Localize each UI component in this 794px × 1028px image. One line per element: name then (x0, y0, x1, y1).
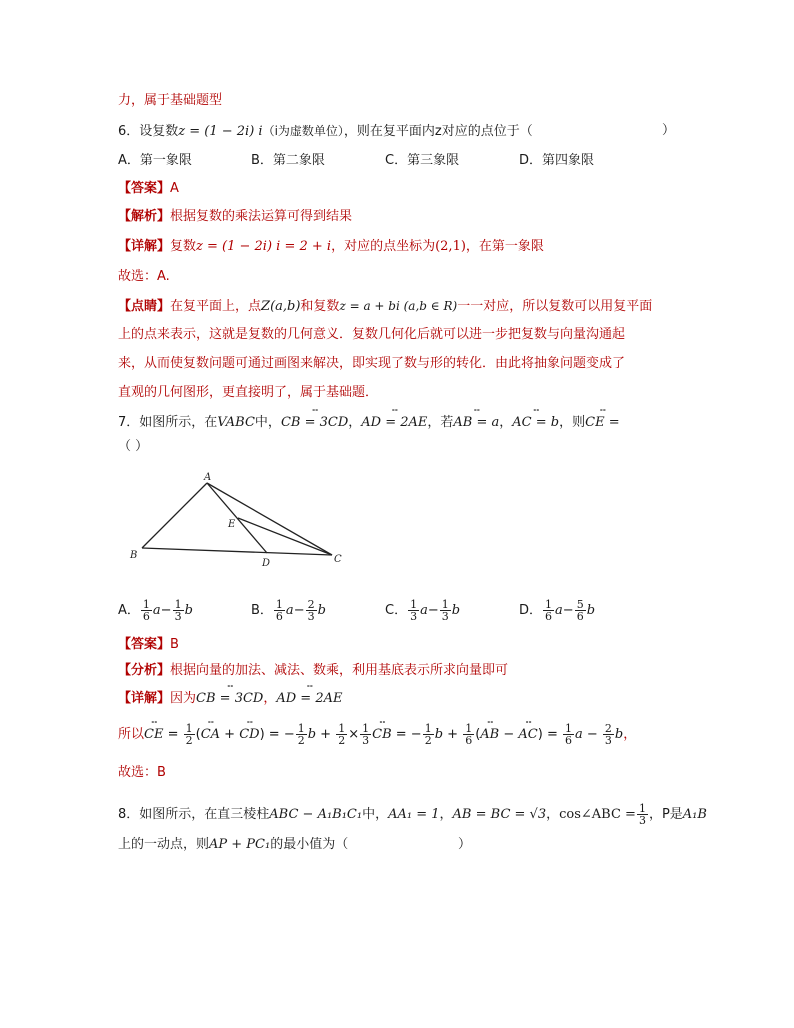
q7-answer-tag: 【答案】 (118, 637, 171, 652)
segment-ab (142, 483, 207, 548)
q6-comment-1a: 在复平面上，点 (170, 299, 262, 314)
q6-expression: z = (1 − 2i) i (178, 124, 263, 139)
q7-vector-ce: ˚˚ CE = (585, 414, 619, 432)
q7-if: ，若 (427, 415, 454, 430)
q8-stem-line-1: 8．如图所示，在直三棱柱ABC − A₁B₁C₁中，AA₁ = 1，AB = BC = √3，cos∠ABC = $\frac{1}{3}$ ，P是A₁B (118, 802, 707, 827)
q6-options (118, 152, 718, 170)
q8-aa1: AA₁ = 1 (388, 807, 440, 822)
q8-ab-bc: AB = BC = √3 (452, 807, 547, 822)
q6-option-c: C．第三象限 (385, 153, 460, 168)
q6-answer-value: A (170, 181, 179, 196)
q8-cos-denominator: 3 (638, 814, 646, 827)
q7-options (118, 596, 678, 626)
q6-comment-1e: 一一对应，所以复数可以用复平面 (457, 299, 653, 314)
q7-option-a: A． $\frac{1}{6}$ a− $\frac{1}{3}$ b (118, 598, 193, 623)
q8-sep: ， (439, 807, 453, 822)
q8-prefix: 8．如图所示，在直三棱柱 (118, 807, 270, 822)
q6-prefix: 6．设复数 (118, 124, 179, 139)
q8-line2b: 的最小值为（ (270, 837, 349, 852)
q7-mid: 中， (254, 415, 281, 430)
q7-stem: 7．如图所示，在VABC中，˚˚ CB = 3CD，˚˚ AD = 2AE，若˚˚ AB = a，˚˚ AC = b，则˚˚ CE = (118, 414, 620, 432)
q6-analysis (118, 208, 352, 226)
q6-note: （i为虚数单位） (262, 124, 344, 138)
q6-option-d: D．第四象限 (519, 153, 595, 168)
q8-close-paren: ） (458, 837, 472, 852)
q6-detail-a: 复数 (170, 239, 197, 254)
q6-detail (118, 238, 544, 256)
q6-stem (118, 122, 533, 141)
q7-analysis-tag: 【分析】 (118, 663, 171, 678)
q6-answer-tag: 【答案】 (118, 181, 171, 196)
q7-condition-ad: ˚˚ AD = 2AE (361, 414, 427, 432)
q7-detail-tag: 【详解】 (118, 691, 171, 706)
q6-close-paren: ） (662, 123, 676, 138)
segment-ad (207, 483, 267, 553)
q6-detail-b: ，对应的点坐标为 (331, 239, 436, 254)
previous-answer-tail: 力，属于基础题型 (118, 93, 223, 108)
q6-detail-point: (2,1) (435, 239, 466, 254)
q6-detail-c: ，在第一象限 (465, 239, 544, 254)
q8-cos-numerator: 1 (638, 802, 646, 815)
q7-answer-value: B (170, 637, 179, 652)
segment-bc (142, 548, 332, 555)
q6-comment-complex: z = a + bi (a,b ∈ R) (339, 299, 458, 313)
q7-option-c: C． $\frac{1}{3}$ a− $\frac{1}{3}$ b (385, 598, 461, 623)
q7-choose: 故选：B (118, 765, 166, 780)
q6-comment-line-3: 来，从而使复数问题可通过画图来解决，即实现了数与形的转化．由此将抽象问题变成了 (118, 356, 626, 371)
label-e: E (228, 519, 236, 530)
q6-detail-expression: z = (1 − 2i) i = 2 + i (196, 239, 332, 254)
q7-option-d: D． $\frac{1}{6}$ a− $\frac{5}{6}$ b (519, 598, 596, 623)
q8-expression: AP + PC₁ (209, 837, 271, 852)
q8-stem-line-2 (118, 836, 348, 854)
q7-detail: 【详解】因为˚˚ CB = 3CD，˚˚ AD = 2AE (118, 690, 342, 708)
q6-comment-1c: 和复数 (300, 299, 340, 314)
q7-then: ，则 (559, 415, 586, 430)
q6-option-a: A．第一象限 (118, 153, 192, 168)
q6-comment-point: Z(a,b) (261, 299, 301, 314)
segment-ac (207, 483, 332, 555)
q8-prism: ABC − A₁B₁C₁ (269, 807, 363, 822)
label-a: A (204, 472, 212, 483)
q7-detail-cb: ˚˚ CB = 3CD (196, 690, 263, 708)
q6-comment-line-2: 上的点来表示，这就是复数的几何意义．复数几何化后就可以进一步把复数与向量沟通起 (118, 327, 626, 342)
q7-derivation-so: 所以 (118, 727, 145, 742)
label-d: D (262, 558, 271, 569)
q7-vector-ac: ˚˚ AC = b (512, 414, 559, 432)
q7-prefix: 7．如图所示，在 (118, 415, 218, 430)
q6-comment-line-4: 直观的几何图形，更直接明了，属于基础题． (118, 385, 379, 400)
q7-option-b: B． $\frac{1}{6}$ a− $\frac{2}{3}$ b (251, 598, 326, 623)
q7-blank-paren: （ ） (118, 439, 149, 454)
q7-answer (118, 636, 179, 654)
q6-suffix: ，则在复平面内z对应的点位于（ (343, 124, 533, 139)
label-c: C (334, 554, 342, 565)
q8-p-text: ，P是 (648, 807, 683, 822)
q7-triangle-figure (120, 468, 360, 578)
label-b: B (130, 550, 138, 561)
q8-a1b: A₁B (682, 807, 707, 822)
q6-option-b: B．第二象限 (251, 153, 325, 168)
q7-derivation: 所以˚˚ CE = $\frac{1}{2}$ (˚˚ CA + ˚˚ CD) = − $\frac{1}{2}$ b + $\frac{1}{2}$ × $\frac{1}{3}$ ˚˚ CB = − $\frac{1}{2}$ b + $\frac{1}{6}$ (˚˚ AB − ˚˚ AC) = $\frac{1}{6}$ a − $\frac{2}{3}$ b， (118, 720, 636, 750)
q6-analysis-text: 根据复数的乘法运算可得到结果 (170, 209, 353, 224)
q7-detail-ad: ˚˚ AD = 2AE (276, 690, 342, 708)
q7-analysis (118, 662, 508, 680)
q7-vector-ab: ˚˚ AB = a (453, 414, 499, 432)
q8-line2a: 上的一动点，则 (118, 837, 210, 852)
q7-detail-because: 因为 (170, 691, 197, 706)
q6-comment-tag: 【点睛】 (118, 299, 171, 314)
q7-condition-cb: ˚˚ CB = 3CD (281, 414, 348, 432)
q7-triangle: VABC (217, 415, 255, 430)
q6-analysis-tag: 【解析】 (118, 209, 171, 224)
q6-answer (118, 180, 179, 198)
q6-choose: 故选：A. (118, 269, 170, 284)
q6-comment-line-1 (118, 297, 652, 316)
q7-analysis-text: 根据向量的加法、减法、数乘，利用基底表示所求向量即可 (170, 663, 509, 678)
q8-cos: cos∠ABC = (559, 807, 636, 822)
q8-mid: 中， (362, 807, 389, 822)
q6-detail-tag: 【详解】 (118, 239, 171, 254)
